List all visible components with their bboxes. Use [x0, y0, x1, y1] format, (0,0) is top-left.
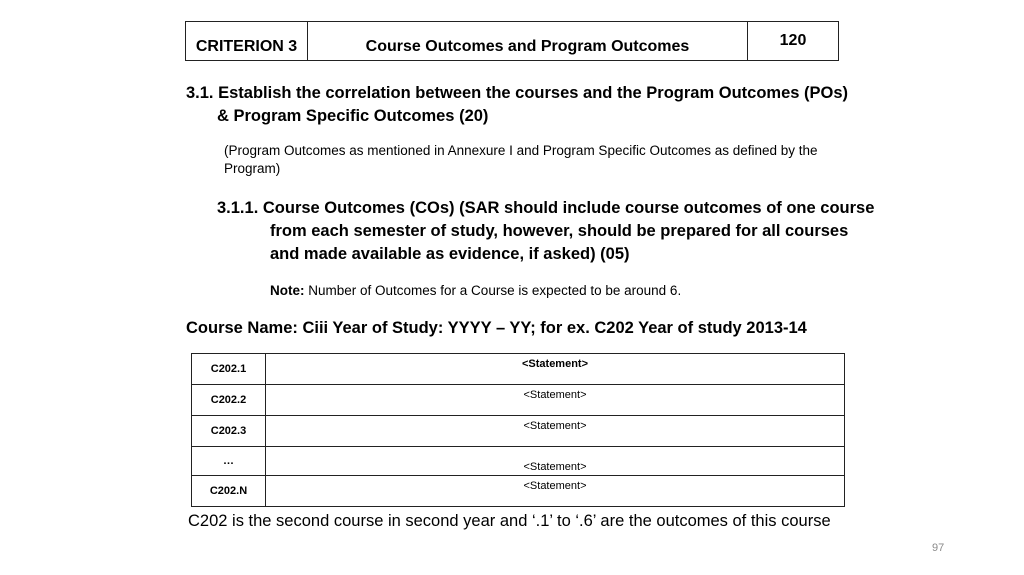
section-3-1-heading	[186, 82, 886, 128]
co-statement: <Statement>	[266, 447, 845, 476]
section-3-1-1-line3: and made available as evidence, if asked) (05)	[270, 245, 630, 263]
co-statement: <Statement>	[266, 385, 845, 416]
page-number: 97	[932, 542, 945, 554]
table-row	[192, 447, 845, 476]
co-code: C202.N	[192, 476, 266, 507]
section-3-1-1-line1: 3.1.1. Course Outcomes (COs) (SAR should include course outcomes of one course	[217, 199, 875, 217]
co-statement: <Statement>	[266, 476, 845, 507]
table-row	[192, 476, 845, 507]
co-code: C202.2	[192, 385, 266, 416]
program-outcomes-note-line2: Program)	[224, 161, 281, 176]
section-3-1-1-line2: from each semester of study, however, should be prepared for all courses	[270, 222, 849, 240]
co-code: …	[192, 447, 266, 476]
co-code: C202.1	[192, 354, 266, 385]
table-row	[192, 385, 845, 416]
co-statement: <Statement>	[266, 354, 845, 385]
table-row	[192, 354, 845, 385]
section-3-1-line2: & Program Specific Outcomes (20)	[217, 107, 489, 125]
footer-explanation: C202 is the second course in second year and ‘.1’ to ‘.6’ are the outcomes of this course	[188, 512, 831, 530]
co-statement: <Statement>	[266, 416, 845, 447]
criterion-label: CRITERION 3	[186, 22, 308, 60]
note-text: Number of Outcomes for a Course is expected to be around 6.	[304, 283, 682, 298]
section-3-1-line1: 3.1. Establish the correlation between the courses and the Program Outcomes (POs)	[186, 84, 849, 102]
criterion-header-table	[185, 21, 839, 61]
course-name-line: Course Name: Ciii Year of Study: YYYY – YY; for ex. C202 Year of study 2013-14	[186, 319, 807, 337]
section-3-1-1-heading	[217, 197, 897, 266]
criterion-marks: 120	[779, 32, 807, 49]
outcomes-count-note	[270, 283, 681, 298]
co-code: C202.3	[192, 416, 266, 447]
program-outcomes-note-line1: (Program Outcomes as mentioned in Annexure I and Program Specific Outcomes as defined by the	[224, 143, 818, 158]
note-label: Note:	[270, 283, 305, 298]
program-outcomes-note	[224, 142, 844, 178]
course-outcomes-table	[191, 353, 845, 507]
criterion-title: Course Outcomes and Program Outcomes	[308, 22, 748, 60]
table-row	[192, 416, 845, 447]
